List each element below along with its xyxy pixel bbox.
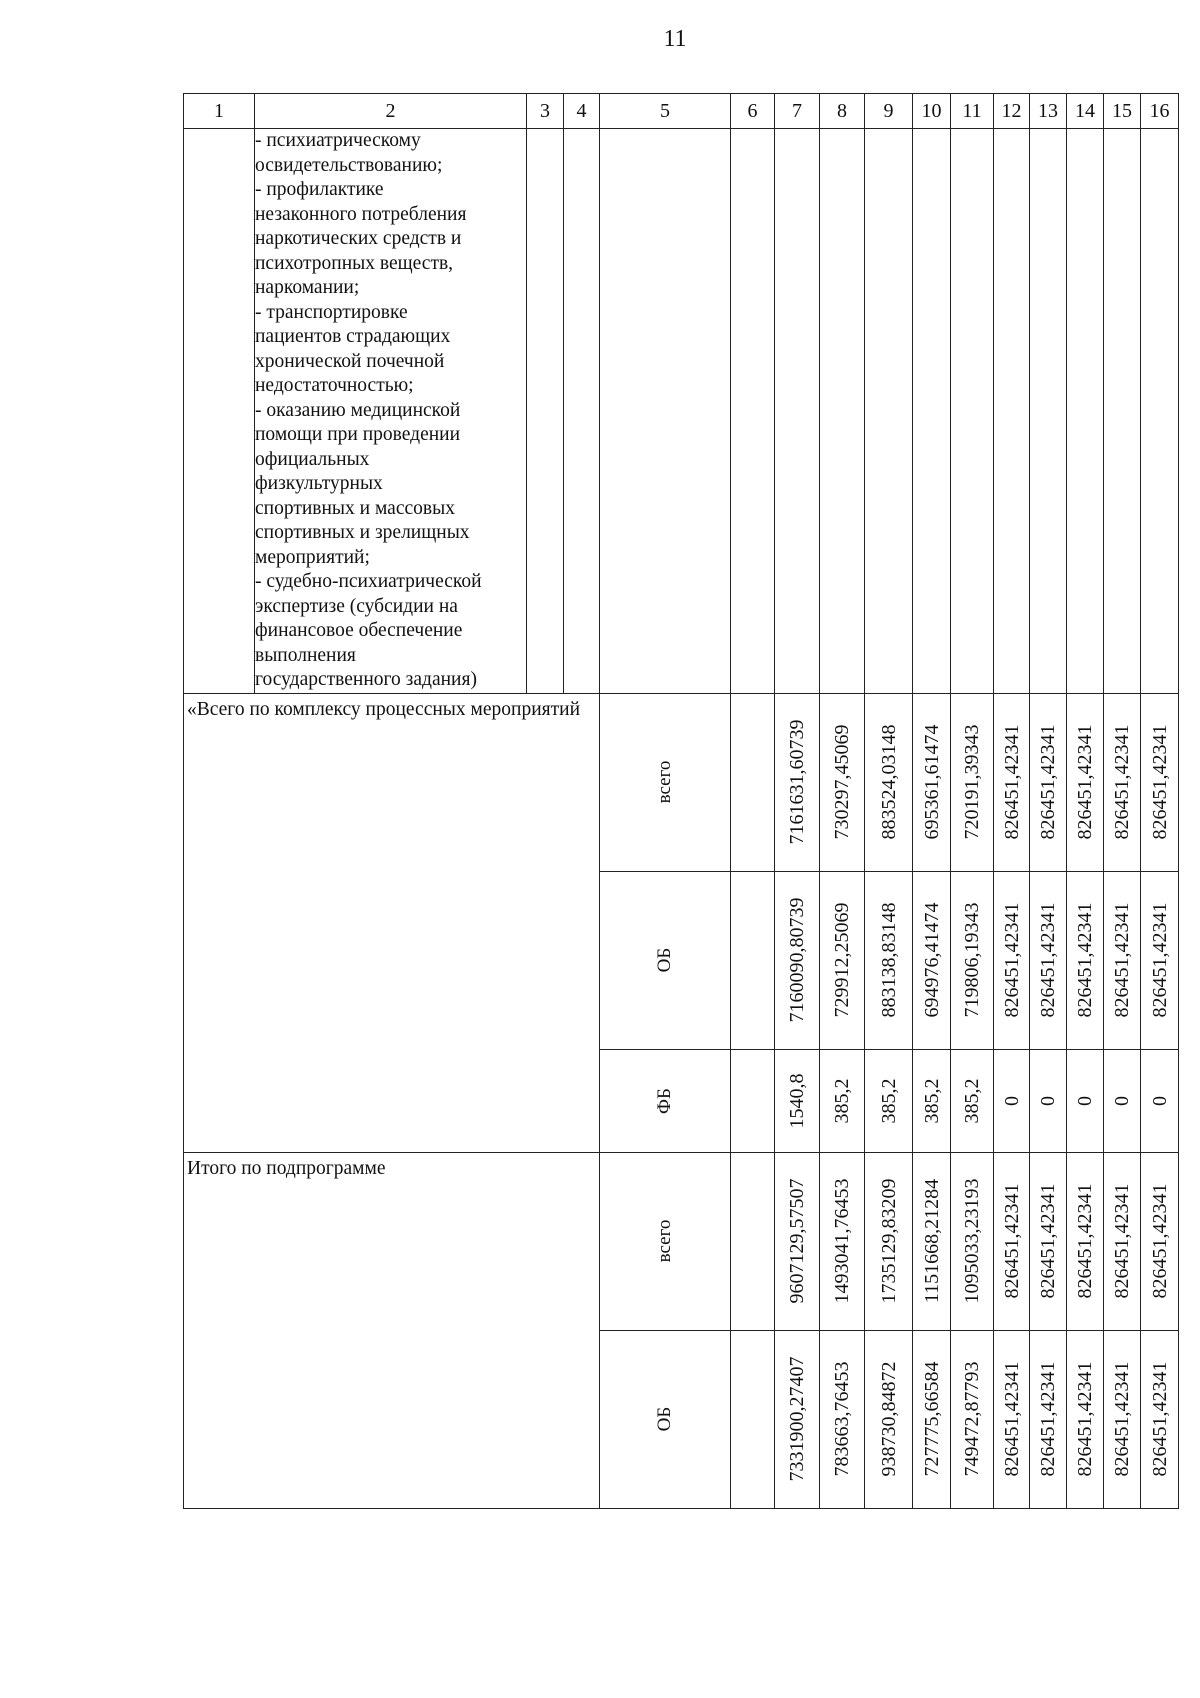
cell-col4 [564, 129, 600, 694]
value-cell [913, 1152, 951, 1330]
page-number [0, 26, 1200, 53]
value-text: 826451,42341 [1148, 902, 1171, 1018]
group-label-text: Итого по подпрограмме [187, 1157, 386, 1179]
value-cell [913, 871, 951, 1049]
value-text: 1095033,23193 [960, 1178, 983, 1304]
column-number-5: 5 [600, 94, 731, 129]
value-cell [1141, 871, 1179, 1049]
funding-source-text: всего [653, 1219, 675, 1263]
value-text: 749472,87793 [960, 1361, 983, 1477]
value-text: 0 [1110, 1095, 1133, 1106]
value-cell [1030, 1049, 1067, 1152]
value-text: 0 [1000, 1095, 1023, 1106]
value-text: 883524,03148 [877, 724, 900, 840]
value-text: 826451,42341 [1073, 902, 1096, 1018]
value-cell [1104, 1049, 1141, 1152]
cell-col6 [731, 871, 775, 1049]
cell-col1 [184, 129, 255, 694]
column-number-7: 7 [775, 94, 820, 129]
value-cell [820, 1330, 865, 1508]
column-number-8: 8 [820, 94, 865, 129]
value-text: 826451,42341 [1000, 1183, 1023, 1299]
column-number-row [184, 94, 1179, 129]
funding-source-text: всего [653, 760, 675, 804]
value-text: 7331900,27407 [785, 1356, 808, 1482]
finance-row [184, 1152, 1179, 1330]
value-cell [1067, 693, 1104, 871]
value-cell [1141, 1152, 1179, 1330]
value-cell [951, 871, 994, 1049]
value-text: 719806,19343 [960, 902, 983, 1018]
value-cell [913, 1330, 951, 1508]
value-cell [820, 871, 865, 1049]
value-cell [775, 1330, 820, 1508]
column-number-12: 12 [994, 94, 1030, 129]
cell-col6 [731, 1049, 775, 1152]
value-text: 695361,61474 [920, 724, 943, 840]
value-cell [865, 1049, 913, 1152]
cell-col12 [994, 129, 1030, 694]
cell-col6 [731, 693, 775, 871]
value-cell [994, 1152, 1030, 1330]
column-number-2: 2 [255, 94, 527, 129]
value-cell [951, 1152, 994, 1330]
value-cell [865, 871, 913, 1049]
cell-col8 [820, 129, 865, 694]
value-text: 826451,42341 [1036, 1183, 1059, 1299]
value-text: 826451,42341 [1073, 1361, 1096, 1477]
funding-source-text: ОБ [653, 1406, 675, 1432]
value-text: 826451,42341 [1148, 1361, 1171, 1477]
value-text: 826451,42341 [1000, 1361, 1023, 1477]
funding-source [600, 693, 731, 871]
column-number-10: 10 [913, 94, 951, 129]
cell-col16 [1141, 129, 1179, 694]
value-cell [994, 871, 1030, 1049]
cell-col13 [1030, 129, 1067, 694]
value-text: 0 [1148, 1095, 1171, 1106]
cell-col6 [731, 1330, 775, 1508]
value-text: 730297,45069 [830, 724, 853, 840]
value-cell [994, 1330, 1030, 1508]
column-number-6: 6 [731, 94, 775, 129]
value-text: 826451,42341 [1110, 1361, 1133, 1477]
value-cell [1141, 693, 1179, 871]
value-text: 385,2 [920, 1078, 943, 1123]
cell-col7 [775, 129, 820, 694]
column-number-9: 9 [865, 94, 913, 129]
value-text: 826451,42341 [1110, 724, 1133, 840]
activity-description: - психиатрическому освидетельствованию; - профилактике незаконного потребления наркотических средств и психотропных веществ, наркомании; - транспортировке пациентов страдающих хронической почечной недостаточностью; - оказанию медицинской помощи при проведении официальных физкультурных спортивных и массовых спортивных и зрелищных мероприятий; - судебно-психиатрической экспертизе (субсидии на финансовое обеспечение выполнения государственного задания) [255, 129, 527, 694]
value-cell [1141, 1049, 1179, 1152]
value-cell [1030, 1152, 1067, 1330]
value-cell [951, 693, 994, 871]
cell-col9 [865, 129, 913, 694]
funding-source-text: ФБ [653, 1087, 675, 1114]
value-text: 385,2 [960, 1078, 983, 1123]
group-label [184, 1152, 600, 1508]
page-number-text: 11 [663, 26, 687, 52]
value-cell [1067, 1049, 1104, 1152]
value-cell [1067, 1330, 1104, 1508]
value-text: 826451,42341 [1110, 1183, 1133, 1299]
value-cell [1067, 871, 1104, 1049]
value-text: 385,2 [830, 1078, 853, 1123]
value-text: 826451,42341 [1110, 902, 1133, 1018]
value-text: 826451,42341 [1036, 902, 1059, 1018]
value-cell [820, 1049, 865, 1152]
value-text: 826451,42341 [1148, 724, 1171, 840]
value-text: 720191,39343 [960, 724, 983, 840]
cell-col5 [600, 129, 731, 694]
value-text: 9607129,57507 [785, 1178, 808, 1304]
column-number-14: 14 [1067, 94, 1104, 129]
value-cell [1104, 1330, 1141, 1508]
cell-col6 [731, 1152, 775, 1330]
value-text: 826451,42341 [1036, 724, 1059, 840]
value-cell [865, 1330, 913, 1508]
finance-row [184, 693, 1179, 871]
value-text: 826451,42341 [1073, 724, 1096, 840]
value-text: 1493041,76453 [830, 1178, 853, 1304]
value-cell [865, 1152, 913, 1330]
value-cell [1104, 1152, 1141, 1330]
cell-col6 [731, 129, 775, 694]
column-number-1: 1 [184, 94, 255, 129]
funding-source [600, 1049, 731, 1152]
cell-col3 [527, 129, 564, 694]
value-cell [1141, 1330, 1179, 1508]
value-text: 7161631,60739 [785, 719, 808, 845]
value-text: 826451,42341 [1000, 902, 1023, 1018]
value-cell [913, 1049, 951, 1152]
value-text: 1540,8 [785, 1073, 808, 1128]
funding-source-text: ОБ [653, 947, 675, 973]
cell-col14 [1067, 129, 1104, 694]
value-cell [994, 1049, 1030, 1152]
value-text: 826451,42341 [1148, 1183, 1171, 1299]
value-text: 826451,42341 [1036, 1361, 1059, 1477]
value-text: 694976,41474 [920, 902, 943, 1018]
value-text: 727775,66584 [920, 1361, 943, 1477]
value-cell [775, 1152, 820, 1330]
funding-source [600, 1152, 731, 1330]
value-text: 0 [1073, 1095, 1096, 1106]
value-cell [775, 871, 820, 1049]
cell-col11 [951, 129, 994, 694]
value-text: 385,2 [877, 1078, 900, 1123]
value-cell [820, 693, 865, 871]
value-text: 883138,83148 [877, 902, 900, 1018]
value-cell [1030, 871, 1067, 1049]
value-cell [1067, 1152, 1104, 1330]
value-cell [951, 1330, 994, 1508]
value-cell [951, 1049, 994, 1152]
activity-row [184, 129, 1179, 694]
value-cell [1104, 871, 1141, 1049]
value-text: 0 [1036, 1095, 1059, 1106]
funding-source [600, 1330, 731, 1508]
value-cell [775, 693, 820, 871]
value-cell [775, 1049, 820, 1152]
group-label [184, 693, 600, 1152]
value-text: 7160090,80739 [785, 897, 808, 1023]
value-text: 1735129,83209 [877, 1178, 900, 1304]
group-label-text: «Всего по комплексу процессных мероприятий [187, 698, 580, 720]
funding-source [600, 871, 731, 1049]
column-number-13: 13 [1030, 94, 1067, 129]
column-number-15: 15 [1104, 94, 1141, 129]
value-text: 783663,76453 [830, 1361, 853, 1477]
column-number-16: 16 [1141, 94, 1179, 129]
value-cell [994, 693, 1030, 871]
value-cell [865, 693, 913, 871]
value-cell [913, 693, 951, 871]
value-text: 729912,25069 [830, 902, 853, 1018]
value-text: 1151668,21284 [920, 1178, 943, 1304]
value-cell [1030, 1330, 1067, 1508]
value-cell [1104, 693, 1141, 871]
cell-col10 [913, 129, 951, 694]
cell-col15 [1104, 129, 1141, 694]
column-number-11: 11 [951, 94, 994, 129]
value-cell [1030, 693, 1067, 871]
value-cell [820, 1152, 865, 1330]
value-text: 826451,42341 [1073, 1183, 1096, 1299]
column-number-3: 3 [527, 94, 564, 129]
column-number-4: 4 [564, 94, 600, 129]
value-text: 938730,84872 [877, 1361, 900, 1477]
value-text: 826451,42341 [1000, 724, 1023, 840]
budget-table [183, 93, 1179, 1509]
